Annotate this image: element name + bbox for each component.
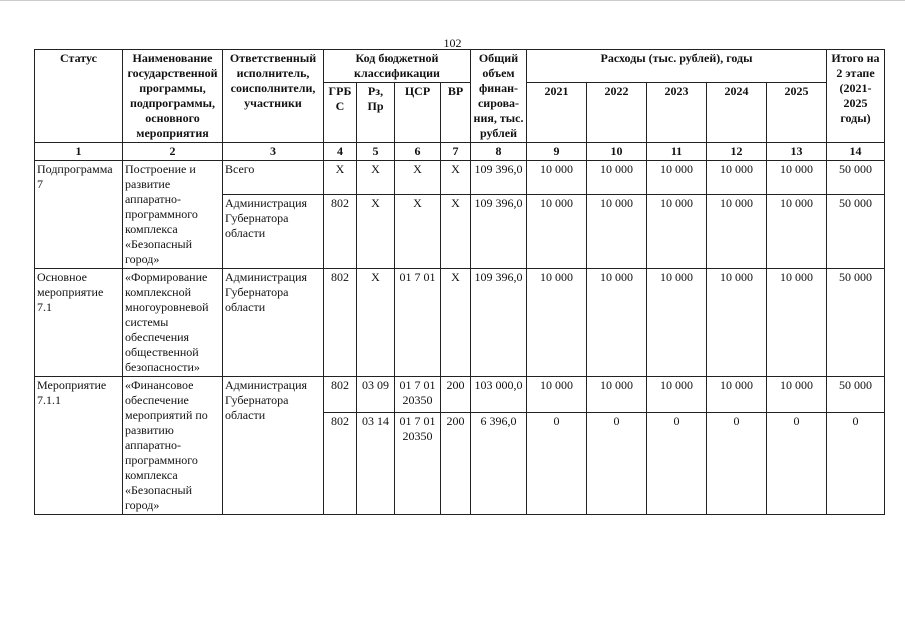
cell-2025: 10 000 — [767, 194, 827, 268]
table-row — [35, 269, 885, 377]
row-name: «Финансовое обеспечение мероприятий по развитию аппаратно-программного комплекса «Безопасный город» — [123, 377, 223, 515]
table-row — [35, 161, 885, 195]
header-grbs: ГРБ С — [324, 83, 357, 143]
col-num: 1 — [35, 143, 123, 161]
cell-vr: X — [441, 269, 471, 377]
col-num: 8 — [471, 143, 527, 161]
scan-edge-top — [0, 0, 905, 1]
cell-sum: 50 000 — [827, 194, 885, 268]
cell-2024: 10 000 — [707, 194, 767, 268]
cell-2023: 10 000 — [647, 161, 707, 195]
table-row — [35, 377, 885, 413]
cell-2024: 0 — [707, 412, 767, 514]
cell-total: 109 396,0 — [471, 269, 527, 377]
cell-2021: 0 — [527, 412, 587, 514]
cell-grbs: 802 — [324, 412, 357, 514]
cell-rz-pr: X — [357, 269, 395, 377]
header-year-2025: 2025 — [767, 83, 827, 143]
row-responsible: Администрация Губернатора области — [223, 269, 324, 377]
header-csr: ЦСР — [395, 83, 441, 143]
cell-vr: 200 — [441, 377, 471, 413]
col-num: 14 — [827, 143, 885, 161]
cell-2021: 10 000 — [527, 377, 587, 413]
cell-2022: 0 — [587, 412, 647, 514]
cell-2021: 10 000 — [527, 161, 587, 195]
header-rz-pr: Рз, Пр — [357, 83, 395, 143]
cell-total: 103 000,0 — [471, 377, 527, 413]
header-name: Наименование государственной программы, подпрограммы, основного мероприятия — [123, 50, 223, 143]
header-year-2022: 2022 — [587, 83, 647, 143]
cell-total: 109 396,0 — [471, 194, 527, 268]
cell-2024: 10 000 — [707, 377, 767, 413]
cell-2025: 10 000 — [767, 269, 827, 377]
cell-2025: 0 — [767, 412, 827, 514]
cell-grbs: 802 — [324, 269, 357, 377]
column-number-row — [35, 143, 885, 161]
cell-grbs: X — [324, 161, 357, 195]
cell-csr: 01 7 01 20350 — [395, 377, 441, 413]
row-responsible: Администрация Губернатора области — [223, 377, 324, 515]
cell-csr: X — [395, 194, 441, 268]
cell-csr: 01 7 01 20350 — [395, 412, 441, 514]
header-vr: ВР — [441, 83, 471, 143]
cell-grbs: 802 — [324, 194, 357, 268]
cell-2022: 10 000 — [587, 377, 647, 413]
cell-2025: 10 000 — [767, 377, 827, 413]
cell-sum: 0 — [827, 412, 885, 514]
header-total-volume: Общий объем финан-сирова-ния, тыс. рублей — [471, 50, 527, 143]
header-year-2024: 2024 — [707, 83, 767, 143]
col-num: 4 — [324, 143, 357, 161]
cell-sum: 50 000 — [827, 161, 885, 195]
cell-total: 6 396,0 — [471, 412, 527, 514]
budget-table — [34, 49, 885, 515]
cell-rz-pr: X — [357, 194, 395, 268]
cell-2023: 10 000 — [647, 269, 707, 377]
cell-2021: 10 000 — [527, 269, 587, 377]
header-total-stage: Итого на 2 этапе (2021-2025 годы) — [827, 50, 885, 143]
header-year-2021: 2021 — [527, 83, 587, 143]
col-num: 13 — [767, 143, 827, 161]
cell-2025: 10 000 — [767, 161, 827, 195]
cell-2021: 10 000 — [527, 194, 587, 268]
cell-sum: 50 000 — [827, 377, 885, 413]
col-num: 10 — [587, 143, 647, 161]
cell-rz-pr: X — [357, 161, 395, 195]
cell-2024: 10 000 — [707, 161, 767, 195]
header-year-2023: 2023 — [647, 83, 707, 143]
col-num: 7 — [441, 143, 471, 161]
cell-2022: 10 000 — [587, 194, 647, 268]
cell-csr: 01 7 01 — [395, 269, 441, 377]
cell-sum: 50 000 — [827, 269, 885, 377]
row-responsible: Всего — [223, 161, 324, 195]
header-budget-code: Код бюджетной классификации — [324, 50, 471, 83]
cell-2024: 10 000 — [707, 269, 767, 377]
row-status: Подпрограмма 7 — [35, 161, 123, 269]
row-name: Построение и развитие аппаратно-программного комплекса «Безопасный город» — [123, 161, 223, 269]
cell-vr: X — [441, 194, 471, 268]
cell-vr: X — [441, 161, 471, 195]
header-status: Статус — [35, 50, 123, 143]
col-num: 9 — [527, 143, 587, 161]
cell-2023: 10 000 — [647, 194, 707, 268]
col-num: 11 — [647, 143, 707, 161]
cell-csr: X — [395, 161, 441, 195]
header-expenses: Расходы (тыс. рублей), годы — [527, 50, 827, 83]
cell-rz-pr: 03 09 — [357, 377, 395, 413]
row-status: Мероприятие 7.1.1 — [35, 377, 123, 515]
cell-2023: 10 000 — [647, 377, 707, 413]
cell-2022: 10 000 — [587, 161, 647, 195]
col-num: 6 — [395, 143, 441, 161]
cell-total: 109 396,0 — [471, 161, 527, 195]
row-name: «Формирование комплексной многоуровневой системы обеспечения общественной безопасности» — [123, 269, 223, 377]
page-number: 102 — [443, 36, 462, 50]
col-num: 12 — [707, 143, 767, 161]
header-row-1 — [35, 50, 885, 83]
cell-grbs: 802 — [324, 377, 357, 413]
cell-2022: 10 000 — [587, 269, 647, 377]
row-responsible: Администрация Губернатора области — [223, 194, 324, 268]
cell-2023: 0 — [647, 412, 707, 514]
col-num: 2 — [123, 143, 223, 161]
col-num: 3 — [223, 143, 324, 161]
header-responsible: Ответственный исполнитель, соисполнители, участники — [223, 50, 324, 143]
cell-rz-pr: 03 14 — [357, 412, 395, 514]
row-status: Основное мероприятие 7.1 — [35, 269, 123, 377]
cell-vr: 200 — [441, 412, 471, 514]
col-num: 5 — [357, 143, 395, 161]
